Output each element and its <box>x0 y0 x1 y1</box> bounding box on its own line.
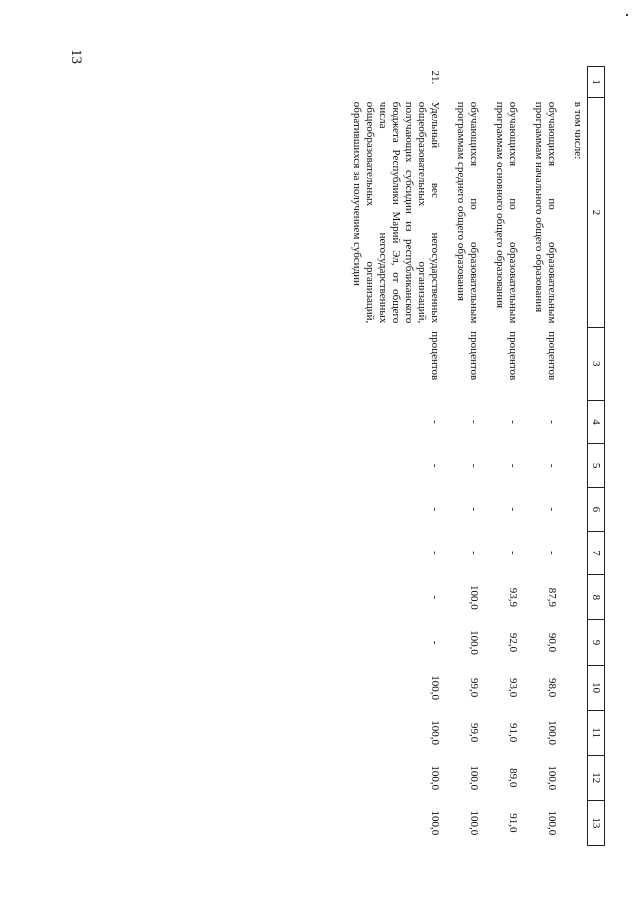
row-value: 89,0 <box>507 768 520 788</box>
row-value: - <box>546 420 559 424</box>
column-number-header <box>588 67 605 846</box>
row-value: - <box>507 420 520 424</box>
scan-speck <box>626 14 628 16</box>
row-value: 100,0 <box>429 765 442 791</box>
row-unit: процентов <box>546 331 559 381</box>
row-number: 21. <box>429 70 442 85</box>
row-value: - <box>507 507 520 512</box>
col-header-12: 12 <box>588 755 605 800</box>
row-value: 100,0 <box>429 810 442 836</box>
row-value: 90,0 <box>546 632 559 653</box>
page-number: 13 <box>68 49 84 64</box>
row-value: 92,0 <box>507 632 520 653</box>
row-name: в том числе: <box>572 101 584 160</box>
col-header-11: 11 <box>588 710 605 755</box>
row-value: - <box>429 595 442 600</box>
row-value: - <box>468 420 481 424</box>
row-value: 100,0 <box>468 765 481 791</box>
row-unit: процентов <box>507 331 520 381</box>
row-value: - <box>468 507 481 512</box>
row-value <box>561 620 587 665</box>
row-value: 91,0 <box>507 723 520 743</box>
row-value: 93,9 <box>507 587 520 607</box>
row-value: - <box>468 551 481 555</box>
row-number <box>444 67 483 98</box>
row-value: 99,0 <box>468 723 481 743</box>
row-value: 98,0 <box>546 677 559 698</box>
row-value <box>561 444 587 488</box>
col-header-5: 5 <box>588 444 605 488</box>
col-header-13: 13 <box>588 800 605 845</box>
col-header-9: 9 <box>588 620 605 665</box>
col-header-8: 8 <box>588 575 605 620</box>
row-value: 100,0 <box>468 585 481 610</box>
table-row <box>444 67 483 846</box>
row-name: Удельный вес негосударственных общеобразовательных организаций, получающих субсидии из республиканского бюджета Республики Марий Эл, от общего числа негосударственных общеобразовательных организаций, обратившихся за получением субсидии <box>351 101 442 324</box>
row-value <box>561 400 587 444</box>
row-unit: процентов <box>468 331 481 381</box>
row-value: - <box>429 551 442 555</box>
indicators-table <box>340 66 605 846</box>
row-value: 100,0 <box>468 810 481 836</box>
row-value <box>561 710 587 755</box>
col-header-1: 1 <box>588 67 605 98</box>
row-value: - <box>429 640 442 645</box>
row-value: 99,0 <box>468 677 481 698</box>
row-value: 87,9 <box>546 587 559 607</box>
col-header-3: 3 <box>588 327 605 400</box>
row-value <box>561 487 587 531</box>
row-value: - <box>546 551 559 555</box>
row-value: - <box>429 420 442 424</box>
table-row <box>561 67 587 846</box>
row-value: 100,0 <box>546 765 559 791</box>
row-value: 100,0 <box>546 720 559 746</box>
row-value <box>561 755 587 800</box>
col-header-7: 7 <box>588 531 605 575</box>
row-name: обучающихся по образовательным программам начального общего образования <box>533 101 559 324</box>
row-value: 100,0 <box>429 720 442 746</box>
row-value: - <box>507 551 520 555</box>
row-value: 91,0 <box>507 813 520 833</box>
row-name: обучающихся по образовательным программам среднего общего образования <box>455 101 481 324</box>
table-row <box>522 67 561 846</box>
row-value: - <box>429 507 442 512</box>
table-row <box>340 67 444 846</box>
row-value: 93,0 <box>507 677 520 698</box>
table-row <box>483 67 522 846</box>
row-unit: процентов <box>429 331 442 381</box>
row-name: обучающихся по образовательным программам основного общего образования <box>494 101 520 324</box>
col-header-6: 6 <box>588 487 605 531</box>
row-number <box>561 67 587 98</box>
row-value <box>561 531 587 575</box>
row-value: 100,0 <box>429 675 442 700</box>
row-value: 100,0 <box>468 630 481 655</box>
row-value: - <box>507 463 520 468</box>
row-value: - <box>546 507 559 512</box>
row-value: - <box>546 463 559 468</box>
row-value: - <box>468 463 481 468</box>
col-header-10: 10 <box>588 665 605 710</box>
row-value <box>561 665 587 710</box>
col-header-4: 4 <box>588 400 605 444</box>
rotated-table-sheet <box>85 66 605 846</box>
row-value <box>561 575 587 620</box>
row-value <box>561 800 587 845</box>
row-number <box>483 67 522 98</box>
row-value: - <box>429 463 442 468</box>
col-header-2: 2 <box>588 98 605 328</box>
row-value: 100,0 <box>546 810 559 836</box>
row-number <box>522 67 561 98</box>
row-unit <box>561 327 587 400</box>
